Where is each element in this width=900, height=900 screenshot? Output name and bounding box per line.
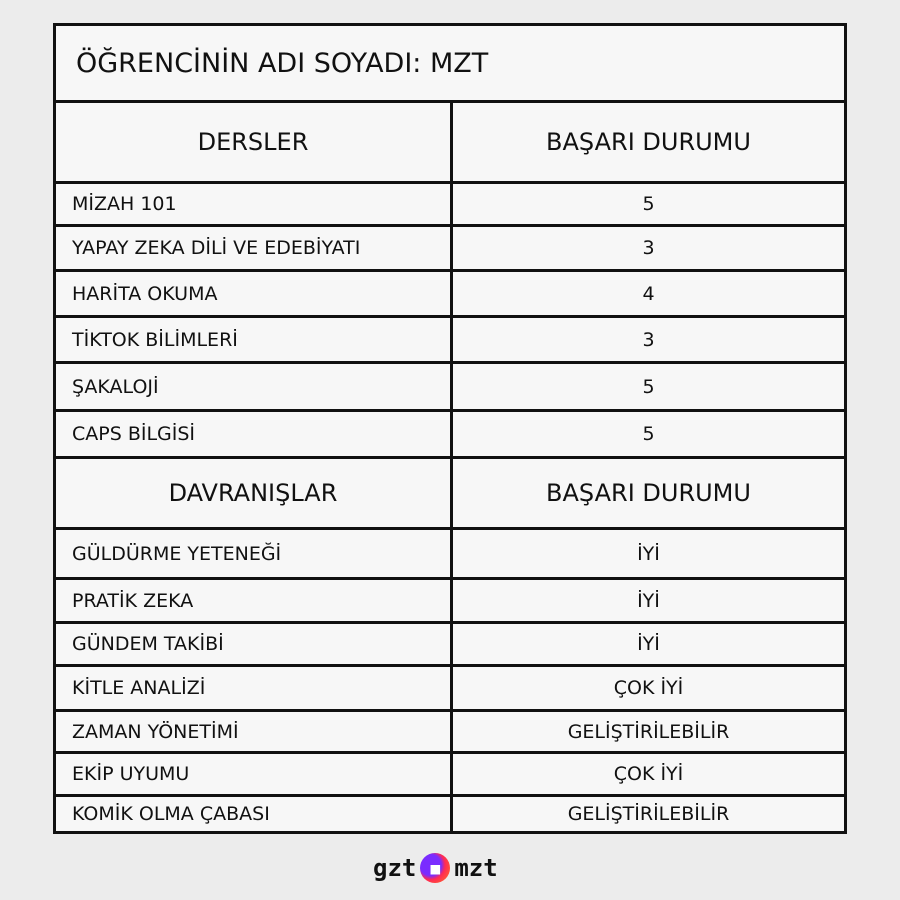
- courses-header: DERSLER: [56, 103, 453, 184]
- courses-status-header: BAŞARI DURUMU: [453, 103, 844, 184]
- behaviors-row-value: İYİ: [453, 580, 844, 624]
- behaviors-row-value: ÇOK İYİ: [453, 667, 844, 712]
- courses-row-name: HARİTA OKUMA: [56, 272, 453, 318]
- student-name-title: ÖĞRENCİNİN ADI SOYADI: MZT: [56, 26, 844, 103]
- courses-row-value: 5: [453, 412, 844, 459]
- behaviors-row-name: GÜNDEM TAKİBİ: [56, 624, 453, 667]
- behaviors-row-name: GÜLDÜRME YETENEĞİ: [56, 530, 453, 580]
- behaviors-row-value: İYİ: [453, 530, 844, 580]
- behaviors-row-name: EKİP UYUMU: [56, 754, 453, 797]
- behaviors-row-value: GELİŞTİRİLEBİLİR: [567, 803, 730, 825]
- behaviors-row-name: KOMİK OLMA ÇABASI: [56, 797, 453, 831]
- courses-row-value: 3: [453, 227, 844, 272]
- courses-row-name: CAPS BİLGİSİ: [56, 412, 453, 459]
- behaviors-status-header: BAŞARI DURUMU: [453, 459, 844, 530]
- courses-row-value: 3: [453, 318, 844, 364]
- behaviors-row-value: GELİŞTİRİLEBİLİR: [453, 712, 844, 754]
- courses-row-name: ŞAKALOJİ: [56, 364, 453, 412]
- report-card-table: [53, 23, 847, 834]
- courses-row-name: MİZAH 101: [56, 184, 453, 227]
- behaviors-row-name: ZAMAN YÖNETİMİ: [56, 712, 453, 754]
- brand-logo: [373, 850, 528, 886]
- logo-left-text: gzt: [373, 854, 417, 882]
- behaviors-row-value: İYİ: [453, 624, 844, 667]
- behaviors-row-name: PRATİK ZEKA: [56, 580, 453, 624]
- behaviors-header: DAVRANIŞLAR: [56, 459, 453, 530]
- ghost-icon: ■: [420, 853, 450, 883]
- courses-row-value: 5: [453, 364, 844, 412]
- behaviors-row-value: ÇOK İYİ: [453, 754, 844, 797]
- courses-row-value: 5: [453, 184, 844, 227]
- behaviors-row-name: KİTLE ANALİZİ: [56, 667, 453, 712]
- courses-row-name: TİKTOK BİLİMLERİ: [56, 318, 453, 364]
- courses-row-value: 4: [453, 272, 844, 318]
- logo-right-text: mzt: [454, 854, 498, 882]
- courses-row-name: YAPAY ZEKA DİLİ VE EDEBİYATI: [56, 227, 453, 272]
